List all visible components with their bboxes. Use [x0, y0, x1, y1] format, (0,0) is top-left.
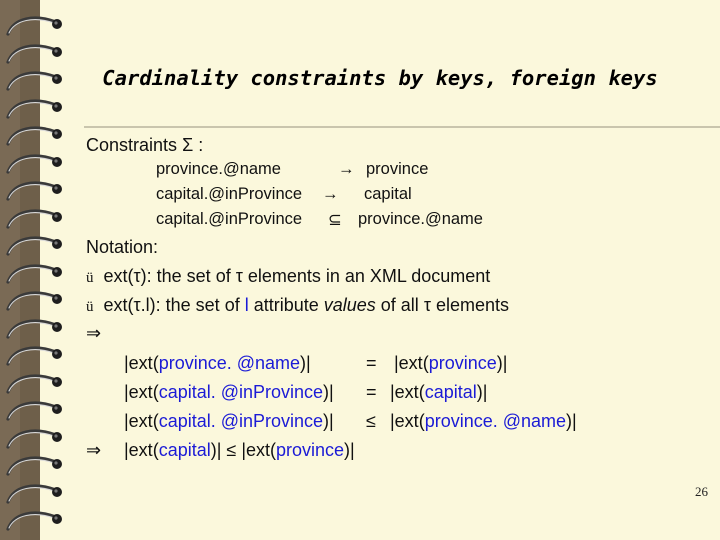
- equation-1-rhs: [394, 353, 507, 374]
- note-text: attribute: [248, 295, 324, 315]
- leq-symbol: ≤: [366, 411, 376, 431]
- eq-term: province: [276, 440, 345, 460]
- page-number: 26: [695, 484, 708, 499]
- arrow-symbol: →: [338, 160, 355, 178]
- eq-text: )|: [344, 440, 355, 460]
- equation-3-lhs: [124, 411, 334, 432]
- notation-item-1: [86, 266, 490, 287]
- notation-item-2: [86, 295, 509, 316]
- eq-text: |ext(: [124, 353, 159, 373]
- eq-text: )|: [496, 353, 508, 373]
- tau-symbol: τ: [133, 295, 141, 315]
- constraint-1-lhs: province.@name: [156, 160, 281, 178]
- check-icon: ü: [86, 270, 94, 286]
- binder-ring-icon: [4, 40, 64, 70]
- equals-symbol: =: [366, 353, 377, 373]
- tau-symbol: τ: [133, 266, 141, 286]
- attr-l: l: [244, 295, 249, 315]
- equation-2-rhs: [390, 382, 487, 403]
- eq-term: capital: [158, 440, 211, 460]
- eq-term: province. @name: [158, 353, 301, 373]
- eq-text: |ext(: [390, 382, 425, 402]
- eq-text: )|: [323, 411, 334, 431]
- eq-term: capital: [424, 382, 477, 402]
- eq-term: province: [428, 353, 497, 373]
- eq-text: |ext(: [394, 353, 429, 373]
- eq-text: )|: [300, 353, 311, 373]
- values-italic: values: [323, 295, 376, 315]
- constraint-2-rhs: capital: [364, 185, 412, 203]
- note-text: elements: [430, 295, 509, 315]
- slide-title: Cardinality constraints by keys, foreign keys: [102, 66, 658, 90]
- binder-ring-icon: [4, 177, 64, 207]
- colon: :: [198, 135, 204, 155]
- binder-ring-icon: [4, 205, 64, 235]
- equals-symbol: =: [366, 382, 377, 402]
- tau-symbol: τ: [423, 295, 431, 315]
- title-rule: [84, 126, 720, 128]
- constraints-label: Constraints: [86, 135, 178, 155]
- eq-text: |ext(: [241, 440, 276, 460]
- note-text: ext(: [103, 295, 134, 315]
- constraint-3-rhs: province.@name: [358, 210, 483, 228]
- eq-term: capital. @inProvince: [158, 382, 324, 402]
- constraint-3-lhs: capital.@inProvince: [156, 210, 303, 228]
- binder-ring-icon: [4, 122, 64, 152]
- sigma-symbol: Σ: [182, 135, 194, 155]
- binder-ring-icon: [4, 370, 64, 400]
- binder-ring-icon: [4, 260, 64, 290]
- tau-symbol: τ: [235, 266, 243, 286]
- eq-text: )|: [210, 440, 222, 460]
- eq-term: province. @name: [424, 411, 567, 431]
- binder-ring-icon: [4, 507, 64, 537]
- binder-ring-icon: [4, 425, 64, 455]
- eq-text: )|: [323, 382, 334, 402]
- equation-1-lhs: [124, 353, 311, 374]
- check-icon: ü: [86, 299, 94, 315]
- leq-symbol: ≤: [226, 440, 237, 460]
- binder-ring-icon: [4, 95, 64, 125]
- notation-label: Notation:: [86, 237, 159, 257]
- binder-ring-icon: [4, 150, 64, 180]
- final-inequality: [124, 440, 355, 461]
- binder-ring-icon: [4, 397, 64, 427]
- equation-2-lhs: [124, 382, 334, 403]
- note-text: elements in an XML document: [242, 266, 491, 286]
- subset-symbol: ⊆: [328, 211, 342, 229]
- constraint-1-rhs: province: [366, 160, 429, 178]
- implies-symbol: ⇒: [86, 440, 102, 460]
- arrow-symbol: →: [322, 185, 339, 203]
- binder-ring-icon: [4, 67, 64, 97]
- slide: [40, 0, 720, 540]
- eq-text: )|: [476, 382, 488, 402]
- constraint-2-lhs: capital.@inProvince: [156, 185, 303, 203]
- binder-ring-icon: [4, 12, 64, 42]
- eq-text: |ext(: [124, 440, 159, 460]
- implies-symbol: ⇒: [86, 323, 102, 343]
- eq-term: capital. @inProvince: [158, 411, 324, 431]
- binder-ring-icon: [4, 480, 64, 510]
- constraints-heading: [86, 135, 203, 156]
- eq-text: |ext(: [124, 411, 159, 431]
- binder-ring-icon: [4, 315, 64, 345]
- eq-text: |ext(: [390, 411, 425, 431]
- binder-ring-icon: [4, 342, 64, 372]
- equation-3-rhs: [390, 411, 577, 432]
- binder-ring-icon: [4, 232, 64, 262]
- eq-text: )|: [566, 411, 577, 431]
- note-text: ): the set of: [140, 266, 236, 286]
- note-text: .l): the set of: [140, 295, 245, 315]
- note-text: of all: [375, 295, 424, 315]
- binder-ring-icon: [4, 452, 64, 482]
- binder-ring-icon: [4, 287, 64, 317]
- eq-text: |ext(: [124, 382, 159, 402]
- note-text: ext(: [103, 266, 134, 286]
